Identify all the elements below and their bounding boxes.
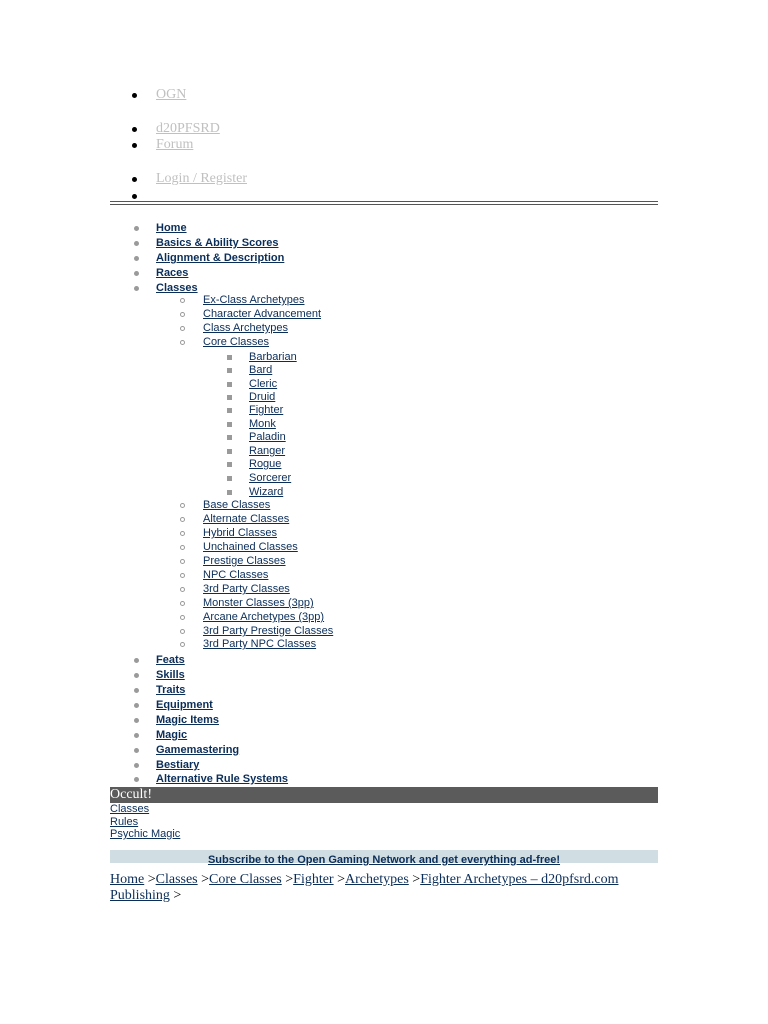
occult-link-rules[interactable]: Rules — [110, 816, 139, 828]
bullet — [180, 531, 185, 536]
nav-feats[interactable]: Feats — [156, 654, 185, 666]
header-divider — [110, 201, 658, 205]
bullet — [134, 271, 139, 276]
nav-core-classes[interactable]: Core Classes — [203, 336, 270, 348]
top-link-forum[interactable]: Forum — [156, 137, 194, 152]
nav-fighter[interactable]: Fighter — [249, 404, 284, 416]
bullet — [134, 718, 139, 723]
nav-magic-items[interactable]: Magic Items — [156, 714, 219, 726]
bullet — [132, 93, 137, 98]
occult-link-psychic-magic[interactable]: Psychic Magic — [110, 828, 181, 840]
bullet — [227, 490, 232, 495]
nav-monster-classes[interactable]: Monster Classes (3pp) — [203, 597, 314, 609]
breadcrumb-separator: > — [285, 872, 294, 887]
nav-ex-class-archetypes[interactable]: Ex-Class Archetypes — [203, 294, 305, 306]
nav-3rd-party-prestige-classes[interactable]: 3rd Party Prestige Classes — [203, 625, 334, 637]
bullet — [227, 368, 232, 373]
nav-magic[interactable]: Magic — [156, 729, 188, 741]
bullet — [180, 573, 185, 578]
nav-bestiary[interactable]: Bestiary — [156, 759, 200, 771]
nav-rogue[interactable]: Rogue — [249, 458, 282, 470]
nav-bard[interactable]: Bard — [249, 364, 273, 376]
breadcrumb-separator: > — [173, 888, 182, 903]
bullet — [227, 355, 232, 360]
bullet — [180, 312, 185, 317]
nav-cleric[interactable]: Cleric — [249, 378, 278, 390]
breadcrumb-fighter[interactable]: Fighter — [293, 872, 334, 887]
subscribe-link[interactable]: Subscribe to the Open Gaming Network and get everything ad-free! — [207, 854, 561, 866]
bullet — [134, 733, 139, 738]
bullet — [227, 435, 232, 440]
nav-prestige-classes[interactable]: Prestige Classes — [203, 555, 286, 567]
bullet — [134, 241, 139, 246]
bullet — [134, 286, 139, 291]
nav-barbarian[interactable]: Barbarian — [249, 351, 297, 363]
bullet — [180, 615, 185, 620]
bullet — [180, 559, 185, 564]
bullet — [134, 703, 139, 708]
nav-class-archetypes[interactable]: Class Archetypes — [203, 322, 288, 334]
nav-alternative-rule-systems[interactable]: Alternative Rule Systems — [156, 773, 289, 785]
bullet — [134, 748, 139, 753]
nav-base-classes[interactable]: Base Classes — [203, 499, 271, 511]
nav-npc-classes[interactable]: NPC Classes — [203, 569, 269, 581]
bullet — [180, 298, 185, 303]
nav-3rd-party-classes[interactable]: 3rd Party Classes — [203, 583, 290, 595]
nav-unchained-classes[interactable]: Unchained Classes — [203, 541, 298, 553]
bullet — [227, 449, 232, 454]
nav-sorcerer[interactable]: Sorcerer — [249, 472, 292, 484]
nav-wizard[interactable]: Wizard — [249, 486, 284, 498]
breadcrumb-separator: > — [337, 872, 346, 887]
bullet — [134, 688, 139, 693]
bullet — [180, 587, 185, 592]
bullet — [132, 194, 137, 199]
bullet — [180, 545, 185, 550]
nav-monk[interactable]: Monk — [249, 418, 276, 430]
bullet — [134, 777, 139, 782]
top-link-ogn[interactable]: OGN — [156, 87, 187, 102]
occult-header-bar — [110, 787, 658, 803]
bullet — [227, 408, 232, 413]
nav-paladin[interactable]: Paladin — [249, 431, 286, 443]
bullet — [134, 226, 139, 231]
breadcrumb-classes[interactable]: Classes — [155, 872, 198, 887]
bullet — [134, 673, 139, 678]
nav-equipment[interactable]: Equipment — [156, 699, 213, 711]
bullet — [180, 503, 185, 508]
bullet — [180, 517, 185, 522]
occult-link-classes[interactable]: Classes — [110, 803, 150, 815]
bullet — [180, 340, 185, 345]
bullet — [227, 462, 232, 467]
bullet — [134, 658, 139, 663]
nav-classes[interactable]: Classes — [156, 282, 198, 294]
bullet — [227, 476, 232, 481]
bullet — [132, 177, 137, 182]
nav-hybrid-classes[interactable]: Hybrid Classes — [203, 527, 277, 539]
breadcrumb-core-classes[interactable]: Core Classes — [209, 872, 282, 887]
nav-races[interactable]: Races — [156, 267, 189, 279]
bullet — [180, 629, 185, 634]
breadcrumb-separator: > — [147, 872, 156, 887]
top-link-login[interactable]: Login / Register — [156, 171, 247, 186]
nav-alignment[interactable]: Alignment & Description — [156, 252, 285, 264]
bullet — [227, 395, 232, 400]
bullet — [180, 326, 185, 331]
breadcrumb-separator: > — [201, 872, 210, 887]
subscribe-banner — [110, 850, 658, 866]
breadcrumb-archetypes[interactable]: Archetypes — [345, 872, 409, 887]
bullet — [134, 763, 139, 768]
nav-ranger[interactable]: Ranger — [249, 445, 286, 457]
nav-character-advancement[interactable]: Character Advancement — [203, 308, 322, 320]
occult-title: Occult! — [110, 787, 152, 802]
bullet — [180, 601, 185, 606]
top-link-d20pfsrd[interactable]: d20PFSRD — [156, 121, 220, 136]
nav-home[interactable]: Home — [156, 222, 187, 234]
nav-3rd-party-npc-classes[interactable]: 3rd Party NPC Classes — [203, 638, 317, 650]
bullet — [227, 422, 232, 427]
nav-skills[interactable]: Skills — [156, 669, 185, 681]
bullet — [132, 127, 137, 132]
breadcrumb-home[interactable]: Home — [110, 872, 145, 887]
nav-arcane-archetypes[interactable]: Arcane Archetypes (3pp) — [203, 611, 325, 623]
bullet — [227, 382, 232, 387]
nav-alternate-classes[interactable]: Alternate Classes — [203, 513, 290, 525]
bullet — [132, 143, 137, 148]
bullet — [134, 256, 139, 261]
nav-druid[interactable]: Druid — [249, 391, 276, 403]
breadcrumb — [110, 872, 650, 904]
nav-gamemastering[interactable]: Gamemastering — [156, 744, 240, 756]
nav-basics[interactable]: Basics & Ability Scores — [156, 237, 279, 249]
bullet — [180, 642, 185, 647]
breadcrumb-separator: > — [412, 872, 421, 887]
nav-traits[interactable]: Traits — [156, 684, 186, 696]
breadcrumb-fighter-archetypes-publishing[interactable]: Fighter Archetypes – d20pfsrd.com Publishing — [110, 872, 619, 903]
